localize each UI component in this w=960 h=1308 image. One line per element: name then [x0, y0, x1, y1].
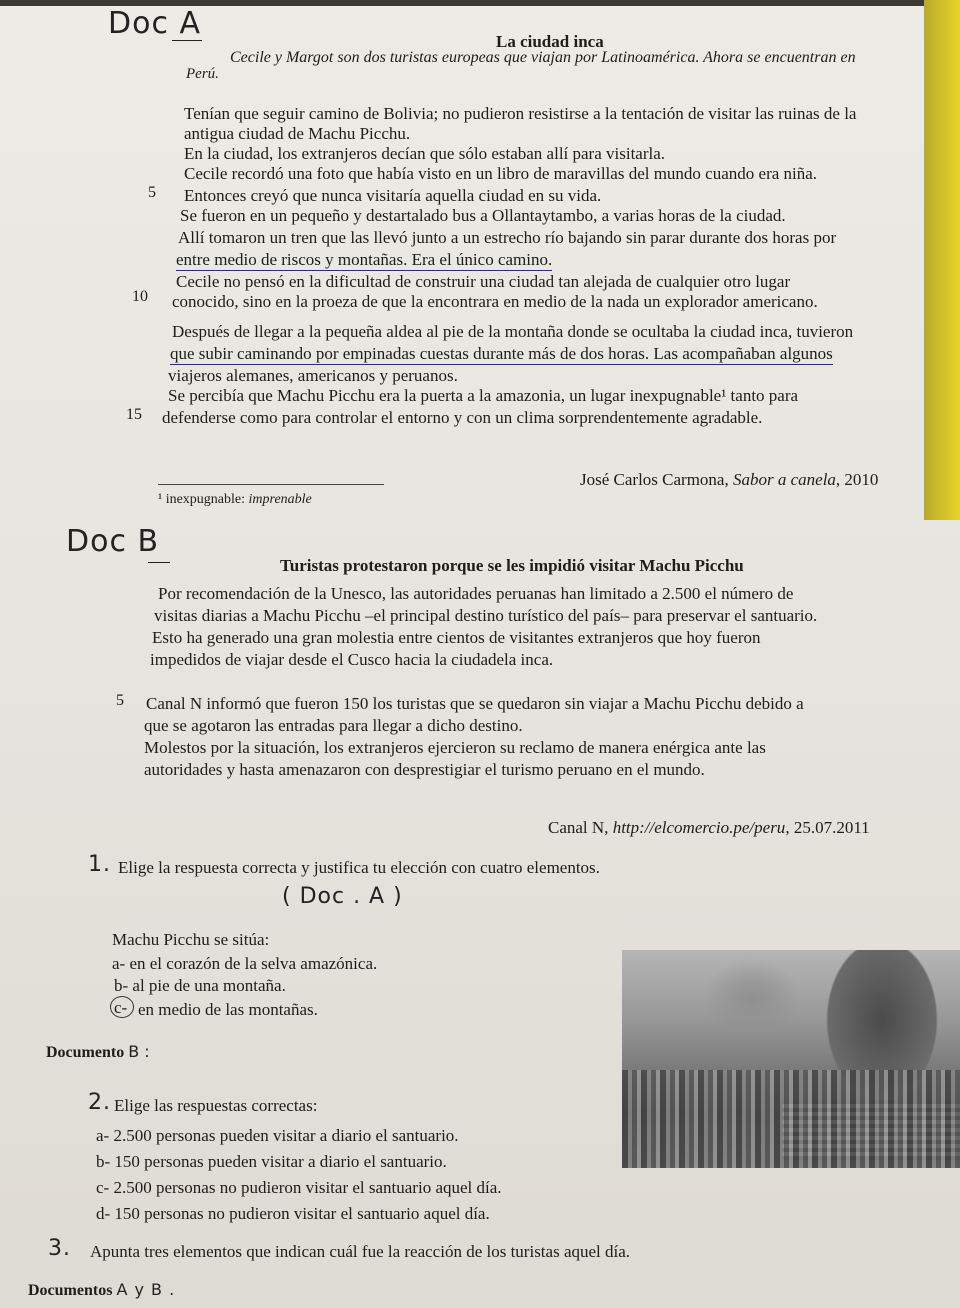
footnote-label: ¹ inexpugnable: — [158, 492, 249, 507]
doc-a-line: Entonces creyó que nunca visitaría aquella ciudad en su vida. — [184, 186, 602, 205]
doc-a-intro-line-1: Cecile y Margot son dos turistas europeas que viajan por Latinoamérica. Ahora se encuentran en — [230, 49, 856, 66]
doc-a-line: Cecile recordó una foto que había visto en un libro de maravillas del mundo cuando era niña. — [184, 164, 818, 183]
doc-b-line: Molestos por la situación, los extranjeros ejercieron su reclamo de manera enérgica ante las — [144, 738, 766, 757]
q1-option-a[interactable]: a- en el corazón de la selva amazónica. — [112, 954, 378, 973]
doc-b-line: visitas diarias a Machu Picchu –el principal destino turístico del país– para preservar el santuario. — [154, 606, 818, 625]
doc-a-line: que subir caminando por empinadas cuestas durante más de dos horas. Las acompañaban algunos — [170, 344, 833, 363]
handwritten-q3-number: 3. — [48, 1236, 71, 1261]
photo-tourist-crowd — [622, 1070, 960, 1168]
documento-label: Documento — [46, 1044, 125, 1061]
doc-a-line: defenderse como para controlar el entorno y con un clima sorprendentemente agradable. — [162, 408, 763, 427]
doc-b-source-date: , 25.07.2011 — [785, 818, 870, 837]
doc-a-line: Cecile no pensó en la dificultad de construir una ciudad tan alejada de cualquier otro lugar — [176, 272, 791, 291]
q1-option-c-letter[interactable]: c- — [114, 998, 128, 1017]
doc-b-source-name: Canal N, — [548, 818, 613, 837]
handwritten-doc-a-label: Doc A — [108, 6, 202, 41]
q2-instruction: Elige las respuestas correctas: — [114, 1096, 318, 1115]
handwritten-doc-a-reference: ( Doc . A ) — [282, 884, 403, 909]
handwritten-doc-b-letter: B — [128, 1042, 141, 1061]
q1-instruction: Elige la respuesta correcta y justifica tu elección con cuatro elementos. — [118, 858, 600, 877]
doc-a-intro-line-2: Perú. — [186, 66, 219, 82]
doc-a-line: Allí tomaron un tren que las llevó junto a un estrecho río bajando sin parar durante dos horas por — [178, 228, 837, 247]
footnote-text: imprenable — [248, 492, 312, 507]
line-number-5: 5 — [116, 692, 124, 709]
handwritten-docs-ab: A y B . — [116, 1280, 176, 1299]
machu-picchu-photo — [622, 950, 960, 1168]
line-number-15: 15 — [126, 406, 142, 423]
doc-a-line: En la ciudad, los extranjeros decían que sólo estaban allí para visitarla. — [184, 144, 666, 163]
doc-a-source — [580, 470, 878, 490]
q1-stem: Machu Picchu se sitúa: — [112, 930, 270, 949]
doc-b-title: Turistas protestaron porque se les impidió visitar Machu Picchu — [280, 556, 744, 575]
doc-a-footnote — [158, 492, 312, 508]
doc-b-reference-label — [46, 1042, 151, 1063]
handwritten-q2-number: 2. — [88, 1090, 111, 1115]
line-number-10: 10 — [132, 288, 148, 305]
doc-b-line: Por recomendación de la Unesco, las autoridades peruanas han limitado a 2.500 el número de — [158, 584, 794, 603]
doc-a-line: entre medio de riscos y montañas. Era el único camino. — [176, 250, 553, 269]
doc-a-line: conocido, sino en la proeza de que la encontrara en medio de la nada un explorador americano. — [172, 292, 818, 311]
yellow-folder-edge — [924, 0, 960, 520]
doc-b-line: Esto ha generado una gran molestia entre cientos de visitantes extranjeros que hoy fueron — [152, 628, 761, 647]
handwritten-colon: : — [144, 1042, 151, 1061]
doc-b-source — [548, 818, 870, 838]
doc-b-line: impedidos de viajar desde el Cusco hacia la ciudadela inca. — [150, 650, 554, 669]
doc-a-line: Se fueron en un pequeño y destartalado bus a Ollantaytambo, a varias horas de la ciudad. — [180, 206, 786, 225]
doc-a-source-book: Sabor a canela — [732, 470, 836, 489]
docs-ab-reference-label — [28, 1280, 175, 1301]
doc-b-line: Canal N informó que fueron 150 los turistas que se quedaron sin viajar a Machu Picchu debido a — [146, 694, 804, 713]
doc-a-source-author: José Carlos Carmona, — [580, 470, 733, 489]
q1-option-b[interactable]: b- al pie de una montaña. — [114, 976, 286, 995]
q2-option-d[interactable]: d- 150 personas no pudieron visitar el santuario aquel día. — [96, 1204, 490, 1223]
q2-option-a[interactable]: a- 2.500 personas pueden visitar a diario el santuario. — [96, 1126, 459, 1145]
q2-option-c[interactable]: c- 2.500 personas no pudieron visitar el santuario aquel día. — [96, 1178, 502, 1197]
doc-b-line: que se agotaron las entradas para llegar a dicho destino. — [144, 716, 523, 735]
doc-b-source-url: http://elcomercio.pe/peru — [612, 818, 786, 837]
doc-a-line: Después de llegar a la pequeña aldea al pie de la montaña donde se ocultaba la ciudad inca, tuvieron — [172, 322, 854, 341]
line-number-5: 5 — [148, 184, 156, 201]
footnote-divider — [158, 484, 384, 485]
doc-a-title: La ciudad inca — [496, 32, 604, 51]
q1-option-c[interactable]: en medio de las montañas. — [138, 1000, 318, 1019]
doc-a-line: viajeros alemanes, americanos y peruanos. — [168, 366, 458, 385]
handwritten-underline — [148, 562, 170, 563]
handwritten-underline — [172, 40, 202, 41]
doc-a-line: antigua ciudad de Machu Picchu. — [184, 124, 411, 143]
handwritten-q1-number: 1. — [88, 852, 111, 877]
q2-option-b[interactable]: b- 150 personas pueden visitar a diario el santuario. — [96, 1152, 447, 1171]
doc-a-line: Se percibía que Machu Picchu era la puerta a la amazonia, un lugar inexpugnable¹ tanto para — [168, 386, 799, 405]
q3-instruction: Apunta tres elementos que indican cuál fue la reacción de los turistas aquel día. — [90, 1242, 631, 1261]
doc-b-line: autoridades y hasta amenazaron con desprestigiar el turismo peruano en el mundo. — [144, 760, 705, 779]
handwritten-doc-b-label: Doc B — [66, 524, 160, 559]
documentos-label: Documentos — [28, 1282, 113, 1299]
doc-a-source-year: , 2010 — [835, 470, 879, 489]
doc-a-line: Tenían que seguir camino de Bolivia; no pudieron resistirse a la tentación de visitar las ruinas de la — [184, 104, 857, 123]
